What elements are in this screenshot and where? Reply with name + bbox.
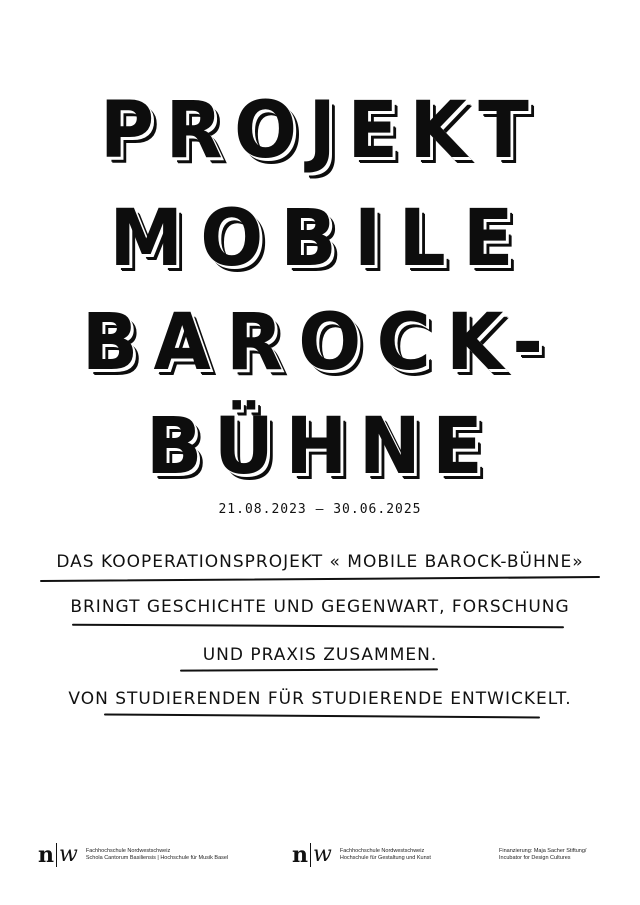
title-line-buehne: BÜHNE [145,402,495,492]
fhnw-name: Fachhochschule Nordwestschweiz [339,848,425,854]
school-name: Hochschule für Gestaltung und Kunst [339,855,431,861]
logo-letter-w: w [313,842,332,867]
logo-letter-w: w [59,842,78,867]
underline-1 [40,576,600,582]
description-line-3: UND PRAXIS ZUSAMMEN. [202,645,438,665]
funding-text [499,848,586,862]
date-range: 21.08.2023 – 30.06.2025 [218,502,422,517]
title-line-mobile: MOBILE [109,194,531,284]
logo-letter-n: n [292,842,308,868]
funding-credit [499,848,586,862]
funding-line-1: Finanzierung: Maja Sacher Stiftung/ [499,848,587,854]
underline-3 [180,668,438,671]
fhnw-logo-music [38,843,228,867]
description-line-4: VON STUDIERENDEN FÜR STUDIERENDE ENTWICKELT. [68,689,572,709]
logo-letter-n: n [38,842,54,868]
title-line-barock: BAROCK- [81,298,559,388]
logo-divider [310,843,311,867]
title-line-projekt: PROJEKT [99,86,541,176]
underline-4 [104,713,540,718]
description-line-1: DAS KOOPERATIONSPROJEKT « MOBILE BAROCK-BÜHNE» [56,552,584,572]
fhnw-name: Fachhochschule Nordwestschweiz [85,848,171,854]
fhnw-music-text [86,848,228,862]
logo-divider [56,843,57,867]
description-line-2: BRINGT GESCHICHTE UND GEGENWART, FORSCHUNG [70,597,570,617]
fhnw-design-text [340,848,431,862]
fhnw-logo-design [292,843,431,867]
school-name: Schola Cantorum Basiliensis | Hochschule für Musik Basel [85,855,229,861]
underline-2 [72,624,564,629]
funding-line-2: Incubator for Design Cultures [499,855,571,861]
fhnw-logo-mark [38,843,78,867]
fhnw-logo-mark [292,843,332,867]
